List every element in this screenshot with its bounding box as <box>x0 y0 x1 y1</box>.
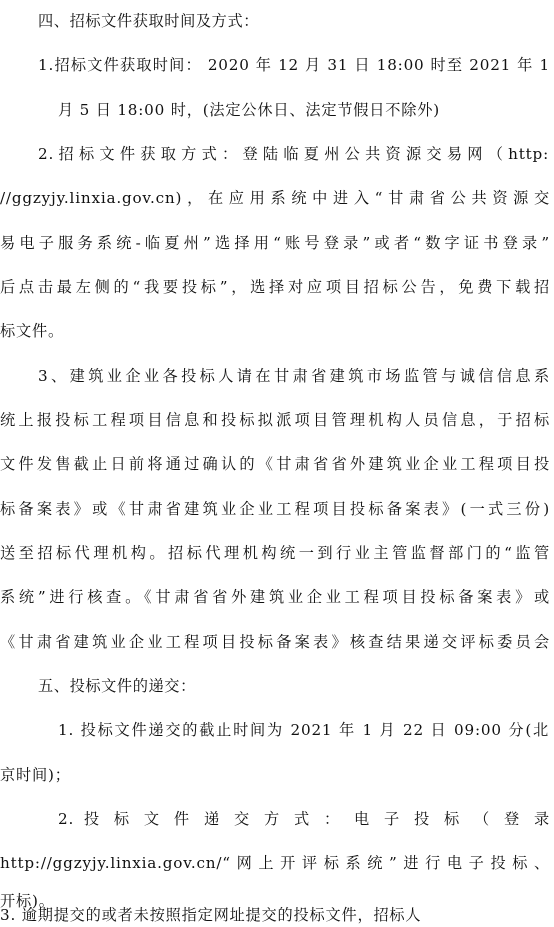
paragraph-line: 易电子服务系统-临夏州”选择用“账号登录”或者“数字证书登录” <box>0 234 550 252</box>
paragraph-line: http://ggzyjy.linxia.gov.cn/“网上开评标系统”进行电子投标、 <box>0 854 550 872</box>
paragraph-line: //ggzyjy.linxia.gov.cn)，在应用系统中进入“甘肃省公共资源交 <box>0 189 550 207</box>
paragraph-line: 2. 投 标 文 件 递 交 方 式 ： 电 子 投 标 （ 登 录 <box>58 810 550 828</box>
paragraph-line: 2.招标文件获取方式：登陆临夏州公共资源交易网（http: <box>38 145 549 163</box>
paragraph-line: 京时间)； <box>0 766 71 784</box>
paragraph-line: 文件发售截止日前将通过确认的《甘肃省省外建筑业企业工程项目投 <box>0 455 550 473</box>
paragraph-line: 统上报投标工程项目信息和投标拟派项目管理机构人员信息，于招标 <box>0 411 550 429</box>
paragraph-line: 1.招标文件获取时间： 2020 年 12 月 31 日 18:00 时至 2021 年 1 <box>38 56 550 74</box>
paragraph-line: 系统”进行核查。《甘肃省省外建筑业企业工程项目投标备案表》或 <box>0 588 550 606</box>
section-heading-5: 五、投标文件的递交： <box>38 677 196 695</box>
paragraph-line: 标备案表》或《甘肃省建筑业企业工程项目投标备案表》(一式三份) <box>0 500 550 518</box>
section-heading-4: 四、招标文件获取时间及方式： <box>38 12 260 30</box>
paragraph-line: 月 5 日 18:00 时，(法定公休日、法定节假日不除外) <box>58 101 440 119</box>
paragraph-line: 3. 逾期提交的或者未按照指定网址提交的投标文件，招标人 <box>0 906 422 924</box>
paragraph-line: 标文件。 <box>0 322 64 340</box>
paragraph-line: 《甘肃省建筑业企业工程项目投标备案表》核查结果递交评标委员会 <box>0 633 550 651</box>
paragraph-line: 1. 投标文件递交的截止时间为 2021 年 1 月 22 日 09:00 分(北 <box>58 721 549 739</box>
paragraph-line: 后点击最左侧的“我要投标”，选择对应项目招标公告，免费下载招 <box>0 278 550 296</box>
paragraph-line: 送至招标代理机构。招标代理机构统一到行业主管监督部门的“监管 <box>0 544 550 562</box>
paragraph-line: 开标)。 <box>0 892 55 910</box>
paragraph-line: 3、建筑业企业各投标人请在甘肃省建筑市场监管与诚信信息系 <box>38 367 550 385</box>
